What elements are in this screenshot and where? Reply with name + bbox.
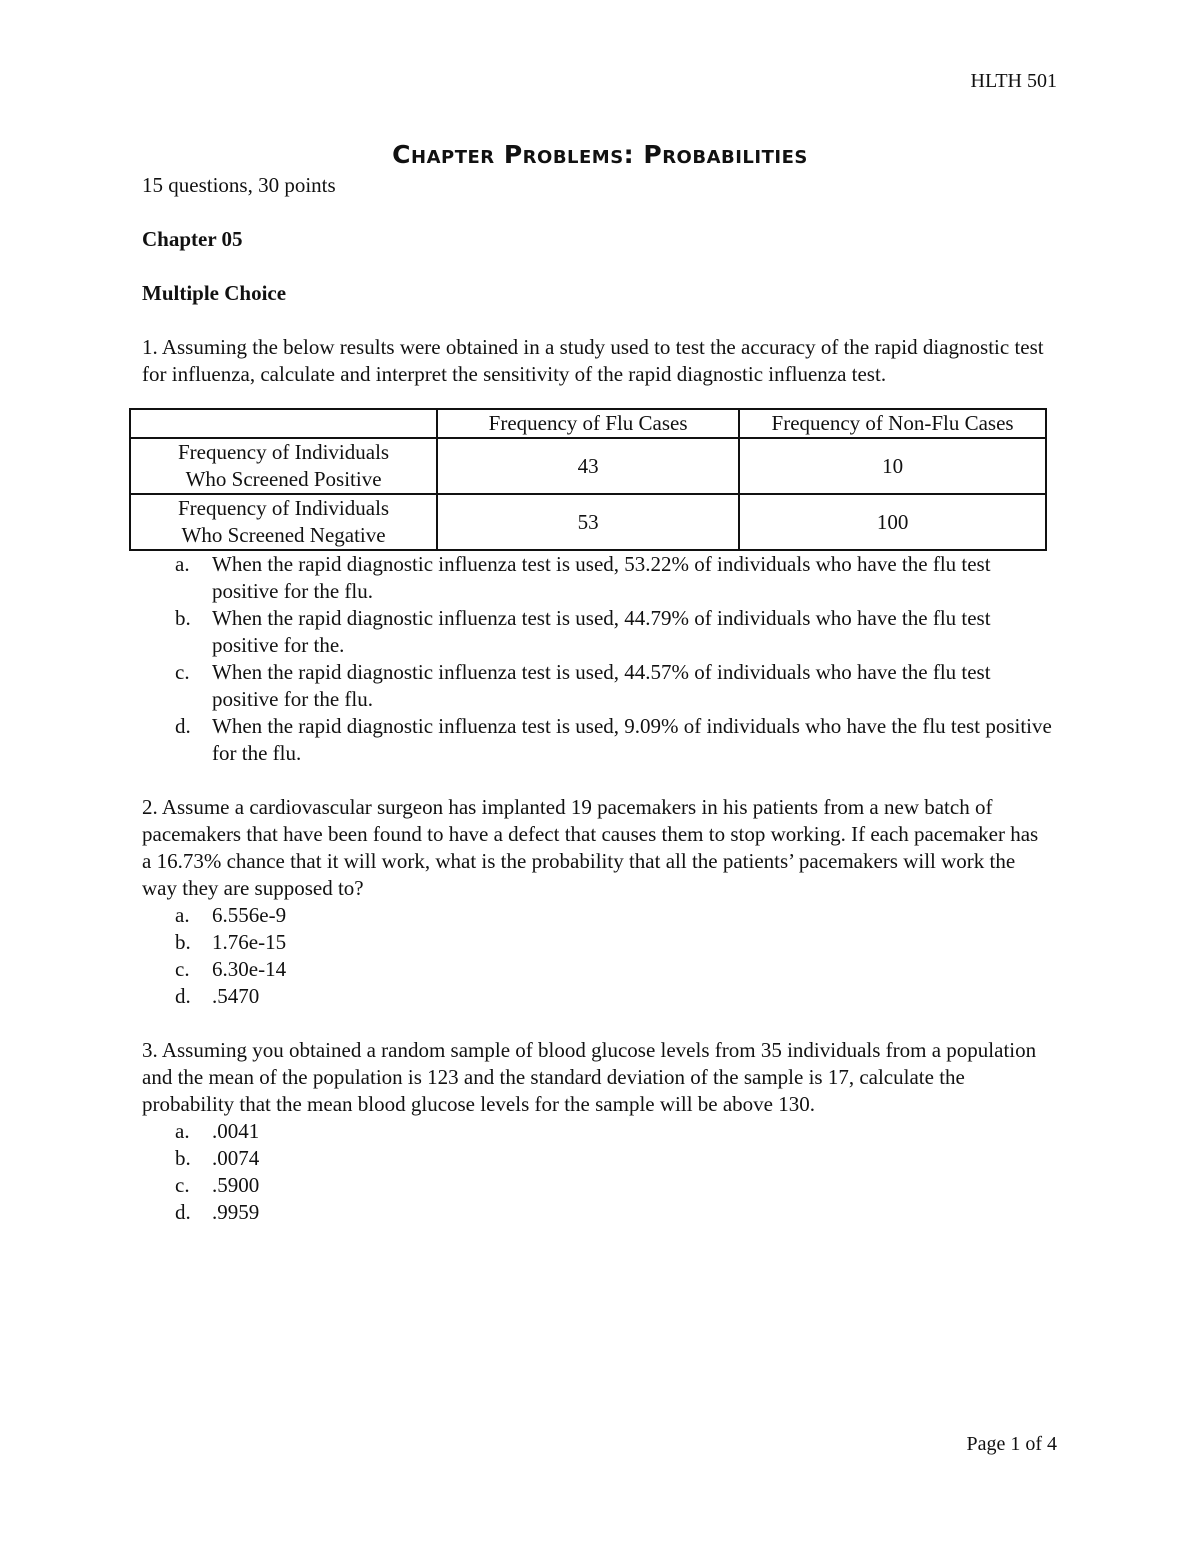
question-1-choices bbox=[142, 551, 1052, 767]
choice-letter: d. bbox=[175, 984, 191, 1008]
table-cell: 10 bbox=[739, 438, 1046, 494]
choice-text: 6.556e-9 bbox=[212, 903, 287, 927]
table-row-label bbox=[130, 494, 437, 550]
table-cell: 43 bbox=[437, 438, 739, 494]
choice-letter: c. bbox=[175, 660, 190, 684]
choice-item bbox=[142, 1172, 1052, 1199]
choice-text: .5900 bbox=[212, 1173, 260, 1197]
document-body bbox=[142, 172, 1052, 1253]
choice-item bbox=[142, 605, 1052, 659]
choice-letter: d. bbox=[175, 1200, 191, 1224]
choice-item bbox=[142, 551, 1052, 605]
table-row bbox=[130, 494, 1046, 550]
question-3 bbox=[142, 1037, 1052, 1226]
row-label-line: Who Screened Positive bbox=[185, 467, 382, 491]
choice-item bbox=[142, 929, 1052, 956]
row-label-line: Frequency of Individuals bbox=[177, 496, 390, 520]
choice-letter: b. bbox=[175, 930, 191, 954]
question-1 bbox=[142, 334, 1052, 767]
choice-text: When the rapid diagnostic influenza test is used, 9.09% of individuals who have the flu test positive for the flu. bbox=[212, 714, 1052, 765]
choice-letter: d. bbox=[175, 714, 191, 738]
question-2-choices bbox=[142, 902, 1052, 1010]
table-header-row bbox=[130, 409, 1046, 438]
table-cell: 100 bbox=[739, 494, 1046, 550]
choice-letter: a. bbox=[175, 903, 190, 927]
table-header-cell bbox=[130, 409, 437, 438]
question-2-text: 2. Assume a cardiovascular surgeon has implanted 19 pacemakers in his patients from a new batch of pacemakers that have been found to have a defect that causes them to stop working. If each pacemaker has a 16.73% chance that it will work, what is the probability that all the patients’ pacemakers will work the way they are supposed to? bbox=[142, 795, 1039, 900]
section-heading: Multiple Choice bbox=[142, 281, 287, 305]
choice-item bbox=[142, 956, 1052, 983]
choice-item bbox=[142, 1118, 1052, 1145]
chapter-heading: Chapter 05 bbox=[142, 227, 243, 251]
choice-item bbox=[142, 983, 1052, 1010]
frequency-table bbox=[129, 408, 1047, 551]
question-1-text: 1. Assuming the below results were obtained in a study used to test the accuracy of the rapid diagnostic test for influenza, calculate and interpret the sensitivity of the rapid diagnostic influenza test. bbox=[142, 335, 1044, 386]
table-row bbox=[130, 438, 1046, 494]
page-title: Chapter Problems: Probabilities bbox=[392, 140, 808, 169]
table-cell: 53 bbox=[437, 494, 739, 550]
choice-text: .0041 bbox=[212, 1119, 260, 1143]
choice-text: When the rapid diagnostic influenza test is used, 44.79% of individuals who have the flu test positive for the. bbox=[212, 606, 991, 657]
question-2 bbox=[142, 794, 1052, 1010]
subtitle: 15 questions, 30 points bbox=[142, 173, 336, 197]
choice-text: When the rapid diagnostic influenza test is used, 53.22% of individuals who have the flu test positive for the flu. bbox=[212, 552, 991, 603]
choice-letter: a. bbox=[175, 1119, 190, 1143]
choice-item bbox=[142, 1145, 1052, 1172]
table-header-cell: Frequency of Non-Flu Cases bbox=[739, 409, 1046, 438]
choice-text: When the rapid diagnostic influenza test is used, 44.57% of individuals who have the flu test positive for the flu. bbox=[212, 660, 991, 711]
choice-letter: a. bbox=[175, 552, 190, 576]
choice-text: 6.30e-14 bbox=[212, 957, 287, 981]
table-row-label bbox=[130, 438, 437, 494]
choice-text: 1.76e-15 bbox=[212, 930, 287, 954]
row-label-line: Who Screened Negative bbox=[181, 523, 386, 547]
choice-item bbox=[142, 659, 1052, 713]
page-number: Page 1 of 4 bbox=[966, 1433, 1057, 1455]
choice-letter: c. bbox=[175, 957, 190, 981]
choice-text: .5470 bbox=[212, 984, 260, 1008]
row-label-line: Frequency of Individuals bbox=[177, 440, 390, 464]
choice-letter: b. bbox=[175, 606, 191, 630]
table-header-cell: Frequency of Flu Cases bbox=[437, 409, 739, 438]
course-header: HLTH 501 bbox=[970, 70, 1057, 92]
choice-item bbox=[142, 713, 1052, 767]
choice-text: .9959 bbox=[212, 1200, 260, 1224]
choice-letter: b. bbox=[175, 1146, 191, 1170]
question-3-text: 3. Assuming you obtained a random sample of blood glucose levels from 35 individuals from a population and the mean of the population is 123 and the standard deviation of the sample is 17, calculate the probability that the mean blood glucose levels for the sample will be above 130. bbox=[142, 1038, 1037, 1116]
question-3-choices bbox=[142, 1118, 1052, 1226]
choice-item bbox=[142, 1199, 1052, 1226]
choice-item bbox=[142, 902, 1052, 929]
choice-text: .0074 bbox=[212, 1146, 260, 1170]
choice-letter: c. bbox=[175, 1173, 190, 1197]
